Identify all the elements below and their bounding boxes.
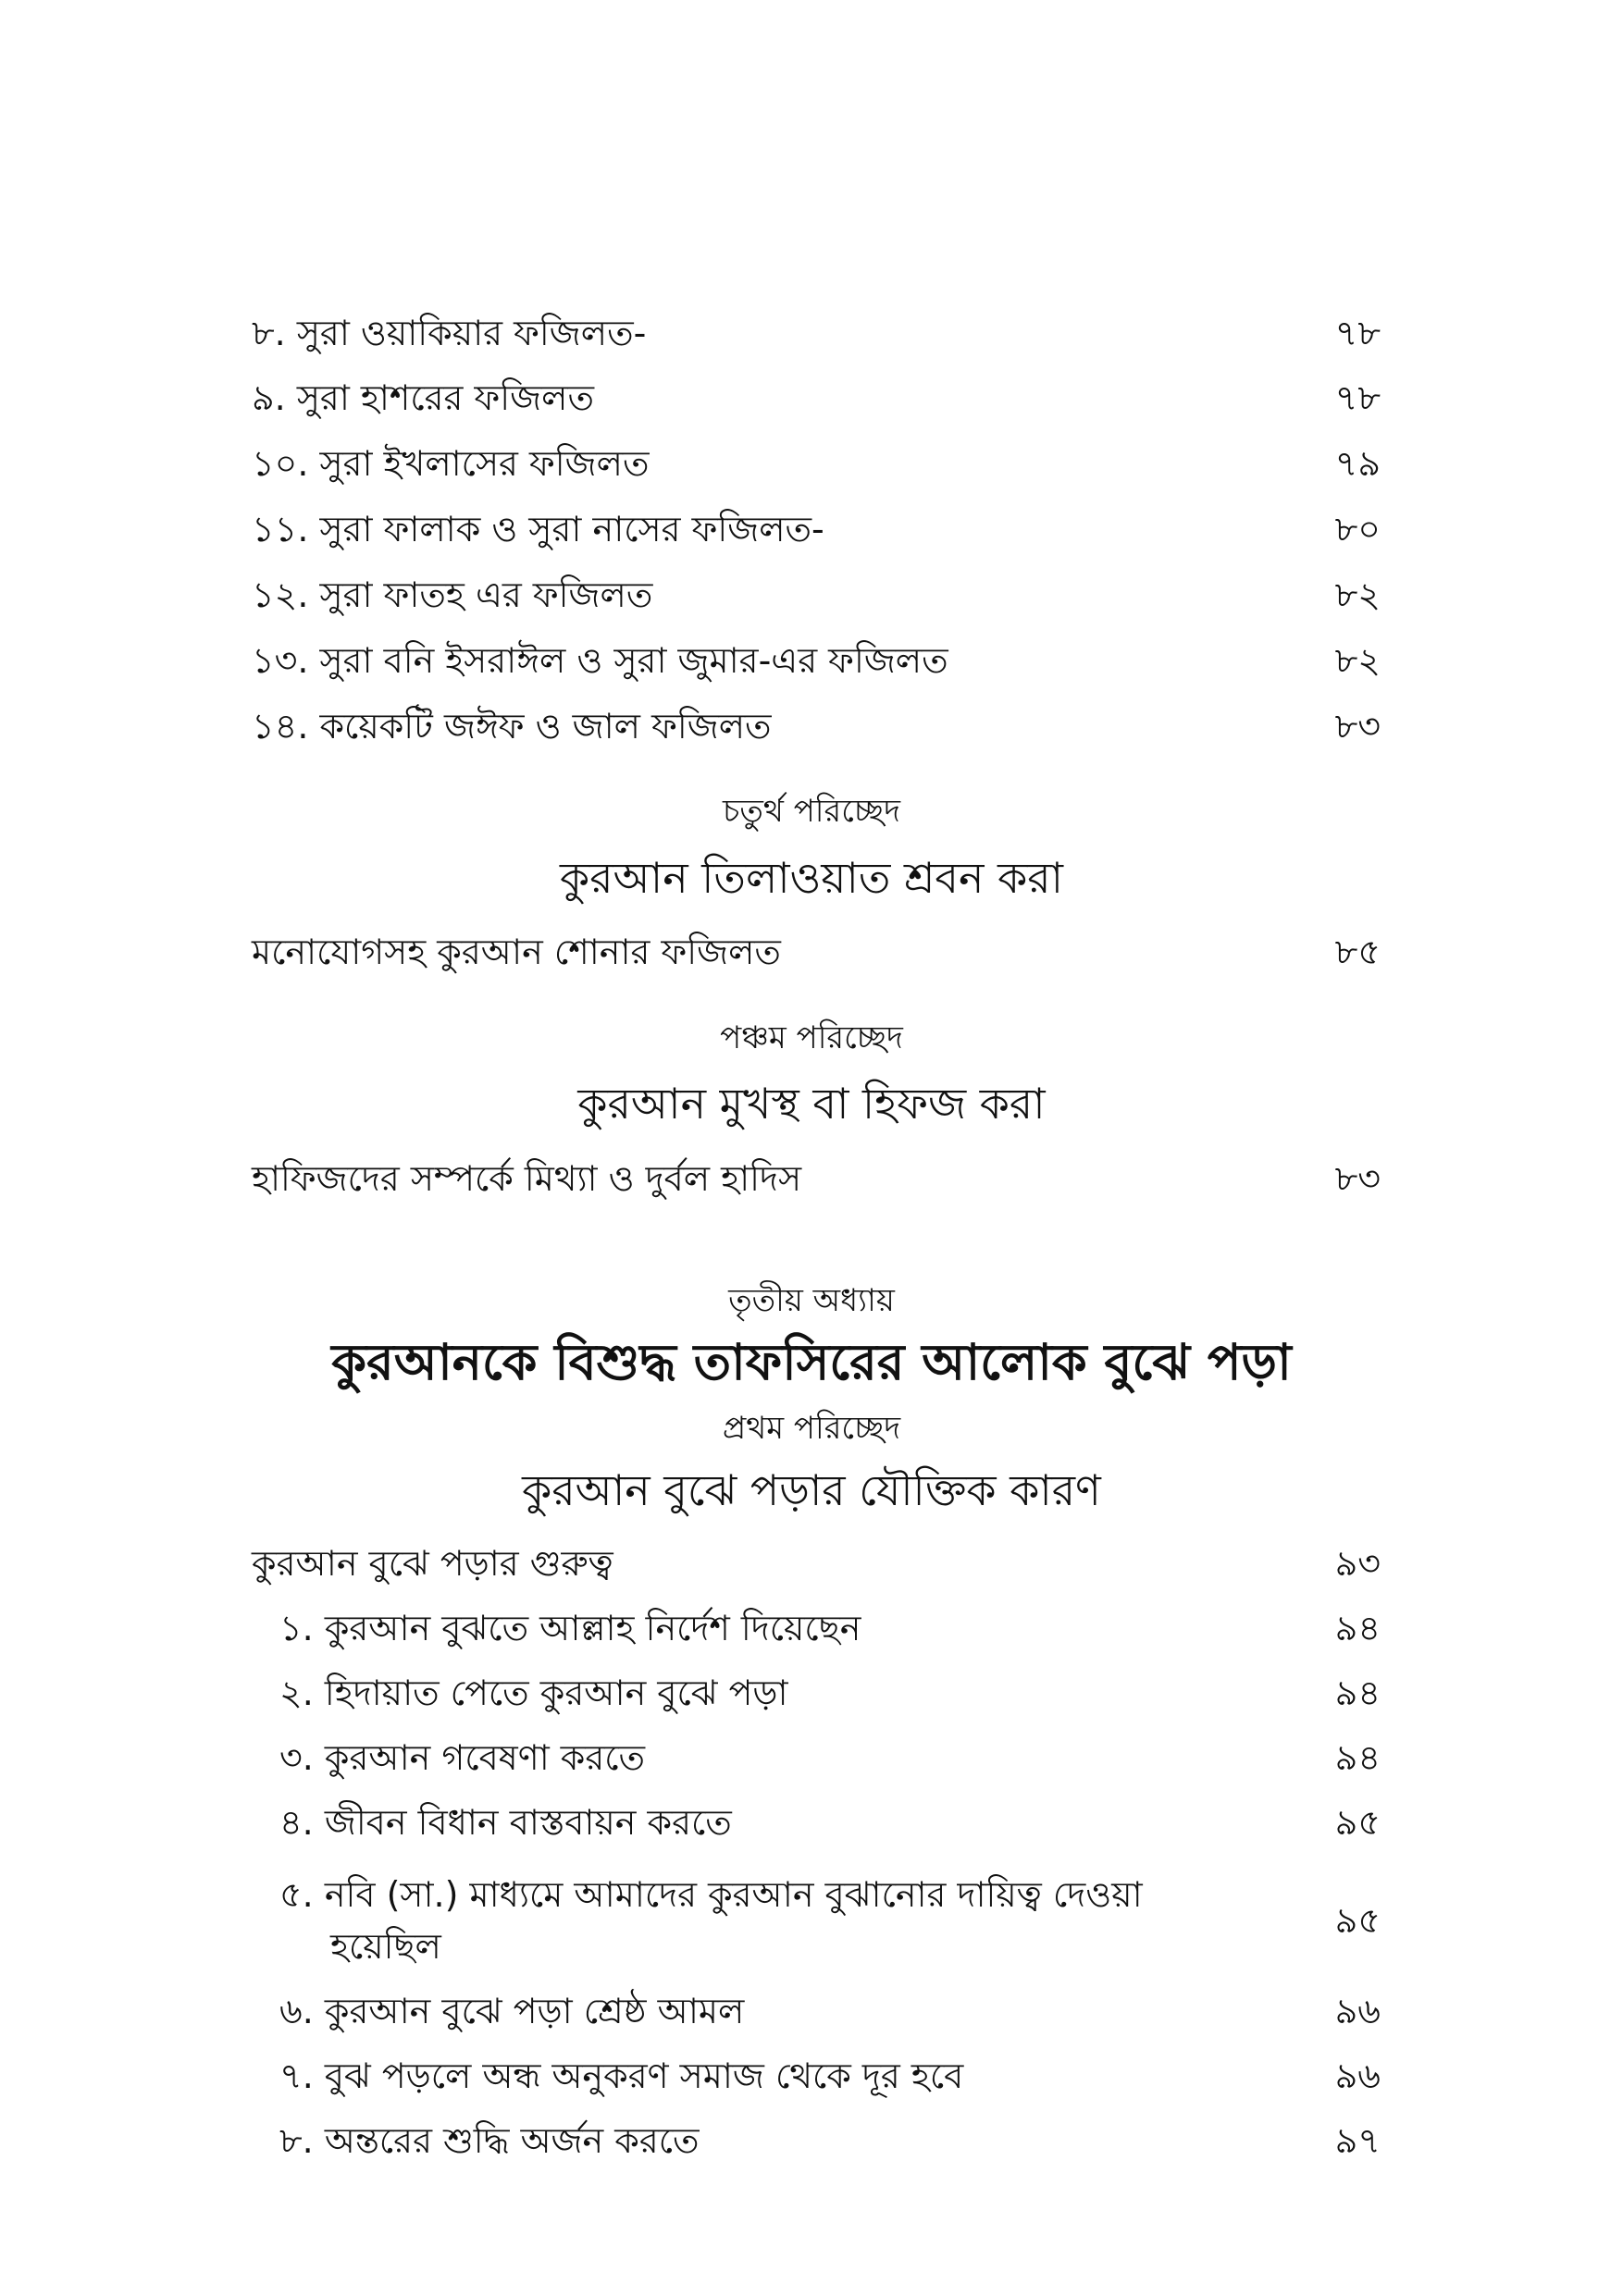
toc-entry [252,573,1381,617]
toc-entry [279,1671,1381,1715]
toc-entry [279,2054,1381,2098]
toc-entry-page: ৯৪ [1334,1673,1381,1713]
toc-entry-page: ৯৬ [1334,2055,1381,2096]
toc-entry-page: ৭৯ [1334,443,1381,484]
toc-entry-page: ৯৩ [1334,1543,1381,1584]
toc-entry-title: ৬. কুরআন বুঝে পড়া শ্রেষ্ঠ আমল [279,1991,745,2031]
toc-entry [252,1541,1381,1586]
toc-entry-title: ২. হিদায়াত পেতে কুরআন বুঝে পড়া [279,1673,788,1713]
toc-entry-page: ৯৪ [1334,1737,1381,1778]
toc-entry-page: ৮৫ [1334,932,1381,972]
section-heading: কুরআন বুঝে পড়ার যৌক্তিক কারণ [522,1465,1101,1515]
part-label: তৃতীয় অধ্যায় [728,1282,895,1319]
toc-entry-title: হাফিজদের সম্পর্কে মিথ্যা ও দুর্বল হাদিস [252,1158,802,1199]
section-heading: কুরআন তিলাওয়াত শ্রবন করা [560,853,1063,903]
toc-entry [252,311,1381,355]
part-heading: কুরআনকে বিশুদ্ধ তাফসিরের আলোক বুঝে পড়া [331,1333,1292,1391]
toc-entry [252,376,1381,420]
toc-entry-title [279,1869,1233,1972]
toc-entry-title: ৭. বুঝ পড়লে অন্ধ অনুকরণ সমাজ থেকে দূর হবে [279,2055,964,2096]
toc-entry-title: ৪. জীবন বিধান বাস্তবায়ন করতে [279,1802,732,1843]
toc-entry [252,930,1381,974]
toc-entry-title: ১৩. সুরা বনি ইসরাঈল ও সুরা জুমার-এর ফজিলত [252,640,948,681]
toc-entry [252,441,1381,486]
section-label: পঞ্চম পরিচ্ছেদ [720,1019,903,1056]
toc-entry-title: ১. কুরআন বুঝতে আল্লাহ নির্দেশ দিয়েছেন [279,1608,861,1648]
section-label: চতুর্থ পরিচ্ছেদ [723,793,900,830]
section-label: প্রথম পরিচ্ছেদ [722,1410,901,1447]
toc-entry-title: ১৪. কয়েকটি জঈফ ও জাল ফজিলত [252,706,772,747]
toc-entry [252,1156,1381,1201]
toc-entry [279,2118,1381,2163]
toc-entry-page: ৮২ [1334,640,1381,681]
toc-entry-page: ৯৭ [1334,2120,1381,2161]
toc-entry-title: ১০. সুরা ইখলাসের ফজিলত [252,443,650,484]
toc-entry-title-line2: হয়েছিল [330,1926,441,1967]
toc-entry [252,704,1381,748]
toc-entry-page: ৯৬ [1334,1991,1381,2031]
toc-entry [279,1989,1381,2033]
toc-entry-page: ৭৮ [1334,313,1381,353]
toc-entry-title-line1: ৫. নবি (সা.) মাধ্যমে আমাদের কুরআন বুঝানোর দায়িত্ব দেওয়া [279,1874,1143,1915]
toc-entry [279,1606,1381,1650]
toc-entry [252,638,1381,683]
toc-entry-title: মনোযোগসহ কুরআন শোনার ফজিলত [252,932,781,972]
toc-entry-title: ১২. সুরা ফাতহ এর ফজিলত [252,574,653,615]
toc-entry-page: ৮০ [1334,509,1381,549]
toc-entry-title: ৮. অন্তরের শুদ্ধি অর্জন করতে [279,2120,700,2161]
toc-entry-title: ৮. সুরা ওয়াকিয়ার ফজিলত- [252,313,647,353]
toc-entry-page: ৯৫ [1334,1802,1381,1843]
toc-entry-page: ৭৮ [1334,377,1381,418]
toc-entry-title: ১১. সুরা ফালাক ও সুরা নাসের ফজিলত- [252,509,824,549]
toc-entry-title: ৯. সুরা হাশরের ফজিলত [252,377,595,418]
toc-entry [252,507,1381,551]
toc-entry-title: কুরআন বুঝে পড়ার গুরুত্ব [252,1543,613,1584]
toc-entry [279,1735,1381,1780]
section-heading: কুরআন মুখস্থ বা হিফজ করা [577,1079,1046,1129]
toc-entry [279,1800,1381,1845]
toc-entry-page: ৮৩ [1334,1158,1381,1199]
toc-entry-title: ৩. কুরআন গবেষণা করতে [279,1737,646,1778]
toc-entry [279,1869,1381,1972]
toc-entry-page: ৮৩ [1334,706,1381,747]
toc-entry-page: ৯৫ [1334,1900,1381,1941]
toc-entry-page: ৮২ [1334,574,1381,615]
toc-entry-page: ৯৪ [1334,1608,1381,1648]
